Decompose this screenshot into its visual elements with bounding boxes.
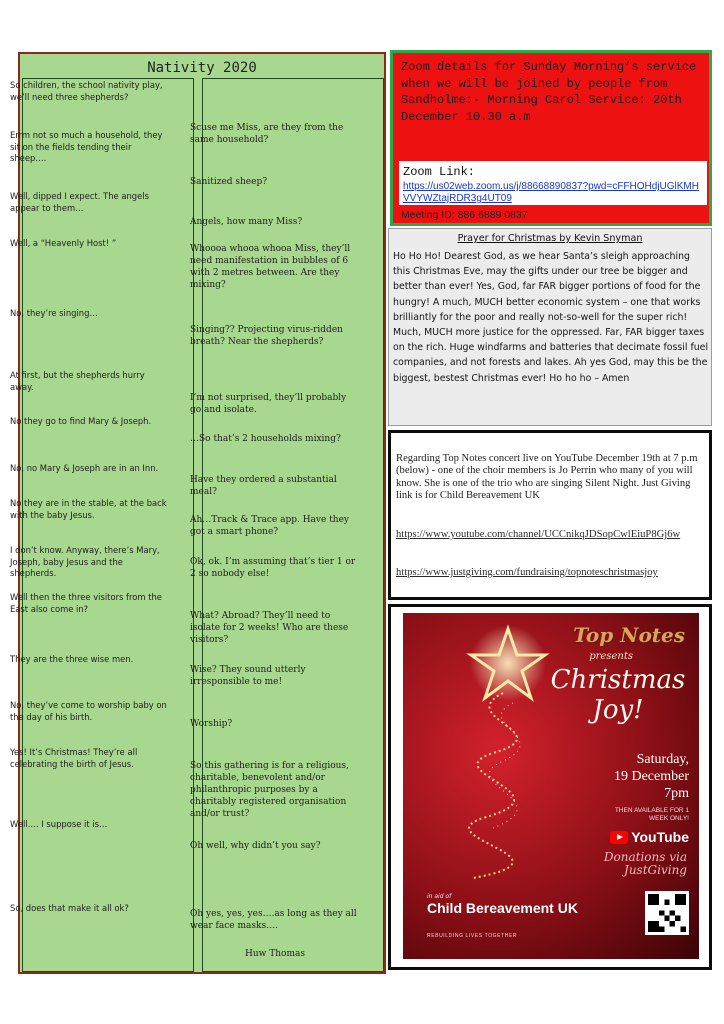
nativity-line-left: Yes! It’s Christmas! They’re all celebrating the birth of Jesus. [10,747,138,769]
nativity-line-right: Whoooa whooa whooa Miss, they’ll need manifestation in bubbles of 6 with 2 metres between. Are they mixing? [190,244,351,290]
prayer-panel [388,228,712,426]
nativity-line-left: Well…. I suppose it is… [10,819,108,829]
nativity-line-right: So this gathering is for a religious, charitable, benevolent and/or philanthropic purposes by a charitably registered organisation and/or trust? [190,761,349,819]
sparkle-star-tree-icon [433,623,583,883]
zoom-intro: Zoom details for Sunday Morning’s service when we will be joined by people from Sandholme:- Morning Carol Service: 20th December 10.30 a.m [401,60,697,124]
nativity-line-left: Errm not so much a household, they sit on the fields tending their sheep…. [10,130,163,164]
nativity-line-left: No, they’re singing… [10,308,98,318]
poster-donations: Donations via JustGiving [603,850,687,877]
concert-body: Regarding Top Notes concert live on YouTube December 19th at 7 p.m (below) - one of the choir members is Jo Perrin who many of you will know. She is one of the trio who are singing Silent Night. Just Giving link is for Child Bereavement UK [396,453,698,502]
nativity-line-right: Oh well, why didn’t you say? [190,841,321,851]
nativity-line-left: So children, the school nativity play, we’ll need three shepherds? [10,80,163,102]
nativity-line-right: What? Abroad? They’ll need to isolate for 2 weeks! Who are these visitors? [190,611,349,645]
nativity-line-right: Oh yes, yes, yes….as long as they all wear face masks…. [190,909,357,931]
nativity-line-left: I don’t know. Anyway, there’s Mary, Joseph, baby Jesus and the shepherds. [10,545,160,579]
nativity-line-left: They are the three wise men. [10,654,134,664]
nativity-line-right: Sanitized sheep? [190,177,268,187]
poster-in-aid-of: in aid of [427,893,452,900]
nativity-line-right: Singing?? Projecting virus-ridden breath? Near the shepherds? [190,325,343,347]
zoom-link[interactable]: https://us02web.zoom.us/j/88668890837?pwd=cFFHOHdjUGlKMHVVYWZtajRDR3g4UT09 [403,181,699,204]
nativity-line-left: No, no Mary & Joseph are in an Inn. [10,463,159,473]
christmas-joy-poster [403,613,699,959]
poster-date: 19 December [613,769,689,784]
poster-frame [388,604,712,970]
poster-day: Saturday, [636,752,689,767]
nativity-line-left: At first, but the shepherds hurry away. [10,370,145,392]
prayer-title: Prayer for Christmas by Kevin Snyman [457,233,643,244]
zoom-meeting-id: Meeting ID: 886 6889 0837 [401,209,528,221]
prayer-body: Ho Ho Ho! Dearest God, as we hear Santa’s sleigh approaching this Christmas Eve, may the gifts under our tree be bigger and better than ever! Yes, God, far FAR bigger portions of food for the hungry! A much, MUCH better economic system – one that works brilliantly for the poor and really not-so-well for the super rich! Much, MUCH more justice for the oppressed. Far, FAR bigger taxes on the rich. Huge windfarms and batteries that decimate fossil fuel companies, and not forests and lakes. Ah yes God, may this be the biggest, bestest Christmas ever! Ho ho ho – Amen [393,251,709,384]
qr-code-icon [645,891,689,935]
justgiving-link[interactable]: https://www.justgiving.com/fundraising/topnoteschristmasjoy [396,567,658,578]
nativity-line-right: Scuse me Miss, are they from the same household? [190,123,344,145]
charity-tagline: REBUILDING LIVES TOGETHER [427,933,518,939]
nativity-title: Nativity 2020 [147,60,257,76]
poster-presents: presents [589,651,633,662]
poster-headline: Christmas Joy! [550,665,686,725]
zoom-details-panel [390,50,712,226]
poster-availability: THEN AVAILABLE FOR 1 WEEK ONLY! [614,807,689,822]
nativity-line-left: No they go to find Mary & Joseph. [10,416,152,426]
nativity-line-right: Wise? They sound utterly irresponsible to me! [190,665,306,687]
poster-time: 7pm [664,786,689,801]
charity-logo: Child Bereavement UK [427,900,578,916]
nativity-line-right: …So that’s 2 households mixing? [190,434,341,444]
poster-platform: YouTube [631,829,689,845]
nativity-line-left: Well, dipped I expect. The angels appear to them… [10,191,149,213]
top-notes-logo: Top Notes [573,623,685,647]
nativity-line-left: No, they’ve come to worship baby on the day of his birth. [10,700,167,722]
nativity-line-right: Have they ordered a substantial meal? [190,475,337,497]
nativity-line-right: Angels, how many Miss? [190,217,303,227]
youtube-channel-link[interactable]: https://www.youtube.com/channel/UCCnikqJDSopCwlEiuP8Gj6w [396,529,681,540]
nativity-author: Huw Thomas [245,949,305,959]
nativity-line-right: Ok, ok. I’m assuming that’s tier 1 or 2 so nobody else! [190,557,356,579]
poster-youtube [610,829,689,845]
concert-notice [388,430,712,600]
nativity-line-left: So, does that make it all ok? [10,903,129,913]
nativity-line-left: Well, a “Heavenly Host! ” [10,238,117,248]
nativity-line-right: I’m not surprised, they’ll probably go and isolate. [190,393,347,415]
zoom-link-heading: Zoom Link: [403,165,476,179]
nativity-line-left: No they are in the stable, at the back with the baby Jesus. [10,498,167,520]
zoom-link-box [399,161,707,205]
youtube-icon [610,831,628,844]
nativity-line-right: Worship? [190,719,233,729]
poster-when [614,751,689,802]
nativity-line-right: Ah…Track & Trace app. Have they got a smart phone? [190,515,350,537]
nativity-line-left: Well then the three visitors from the East also come in? [10,592,162,614]
